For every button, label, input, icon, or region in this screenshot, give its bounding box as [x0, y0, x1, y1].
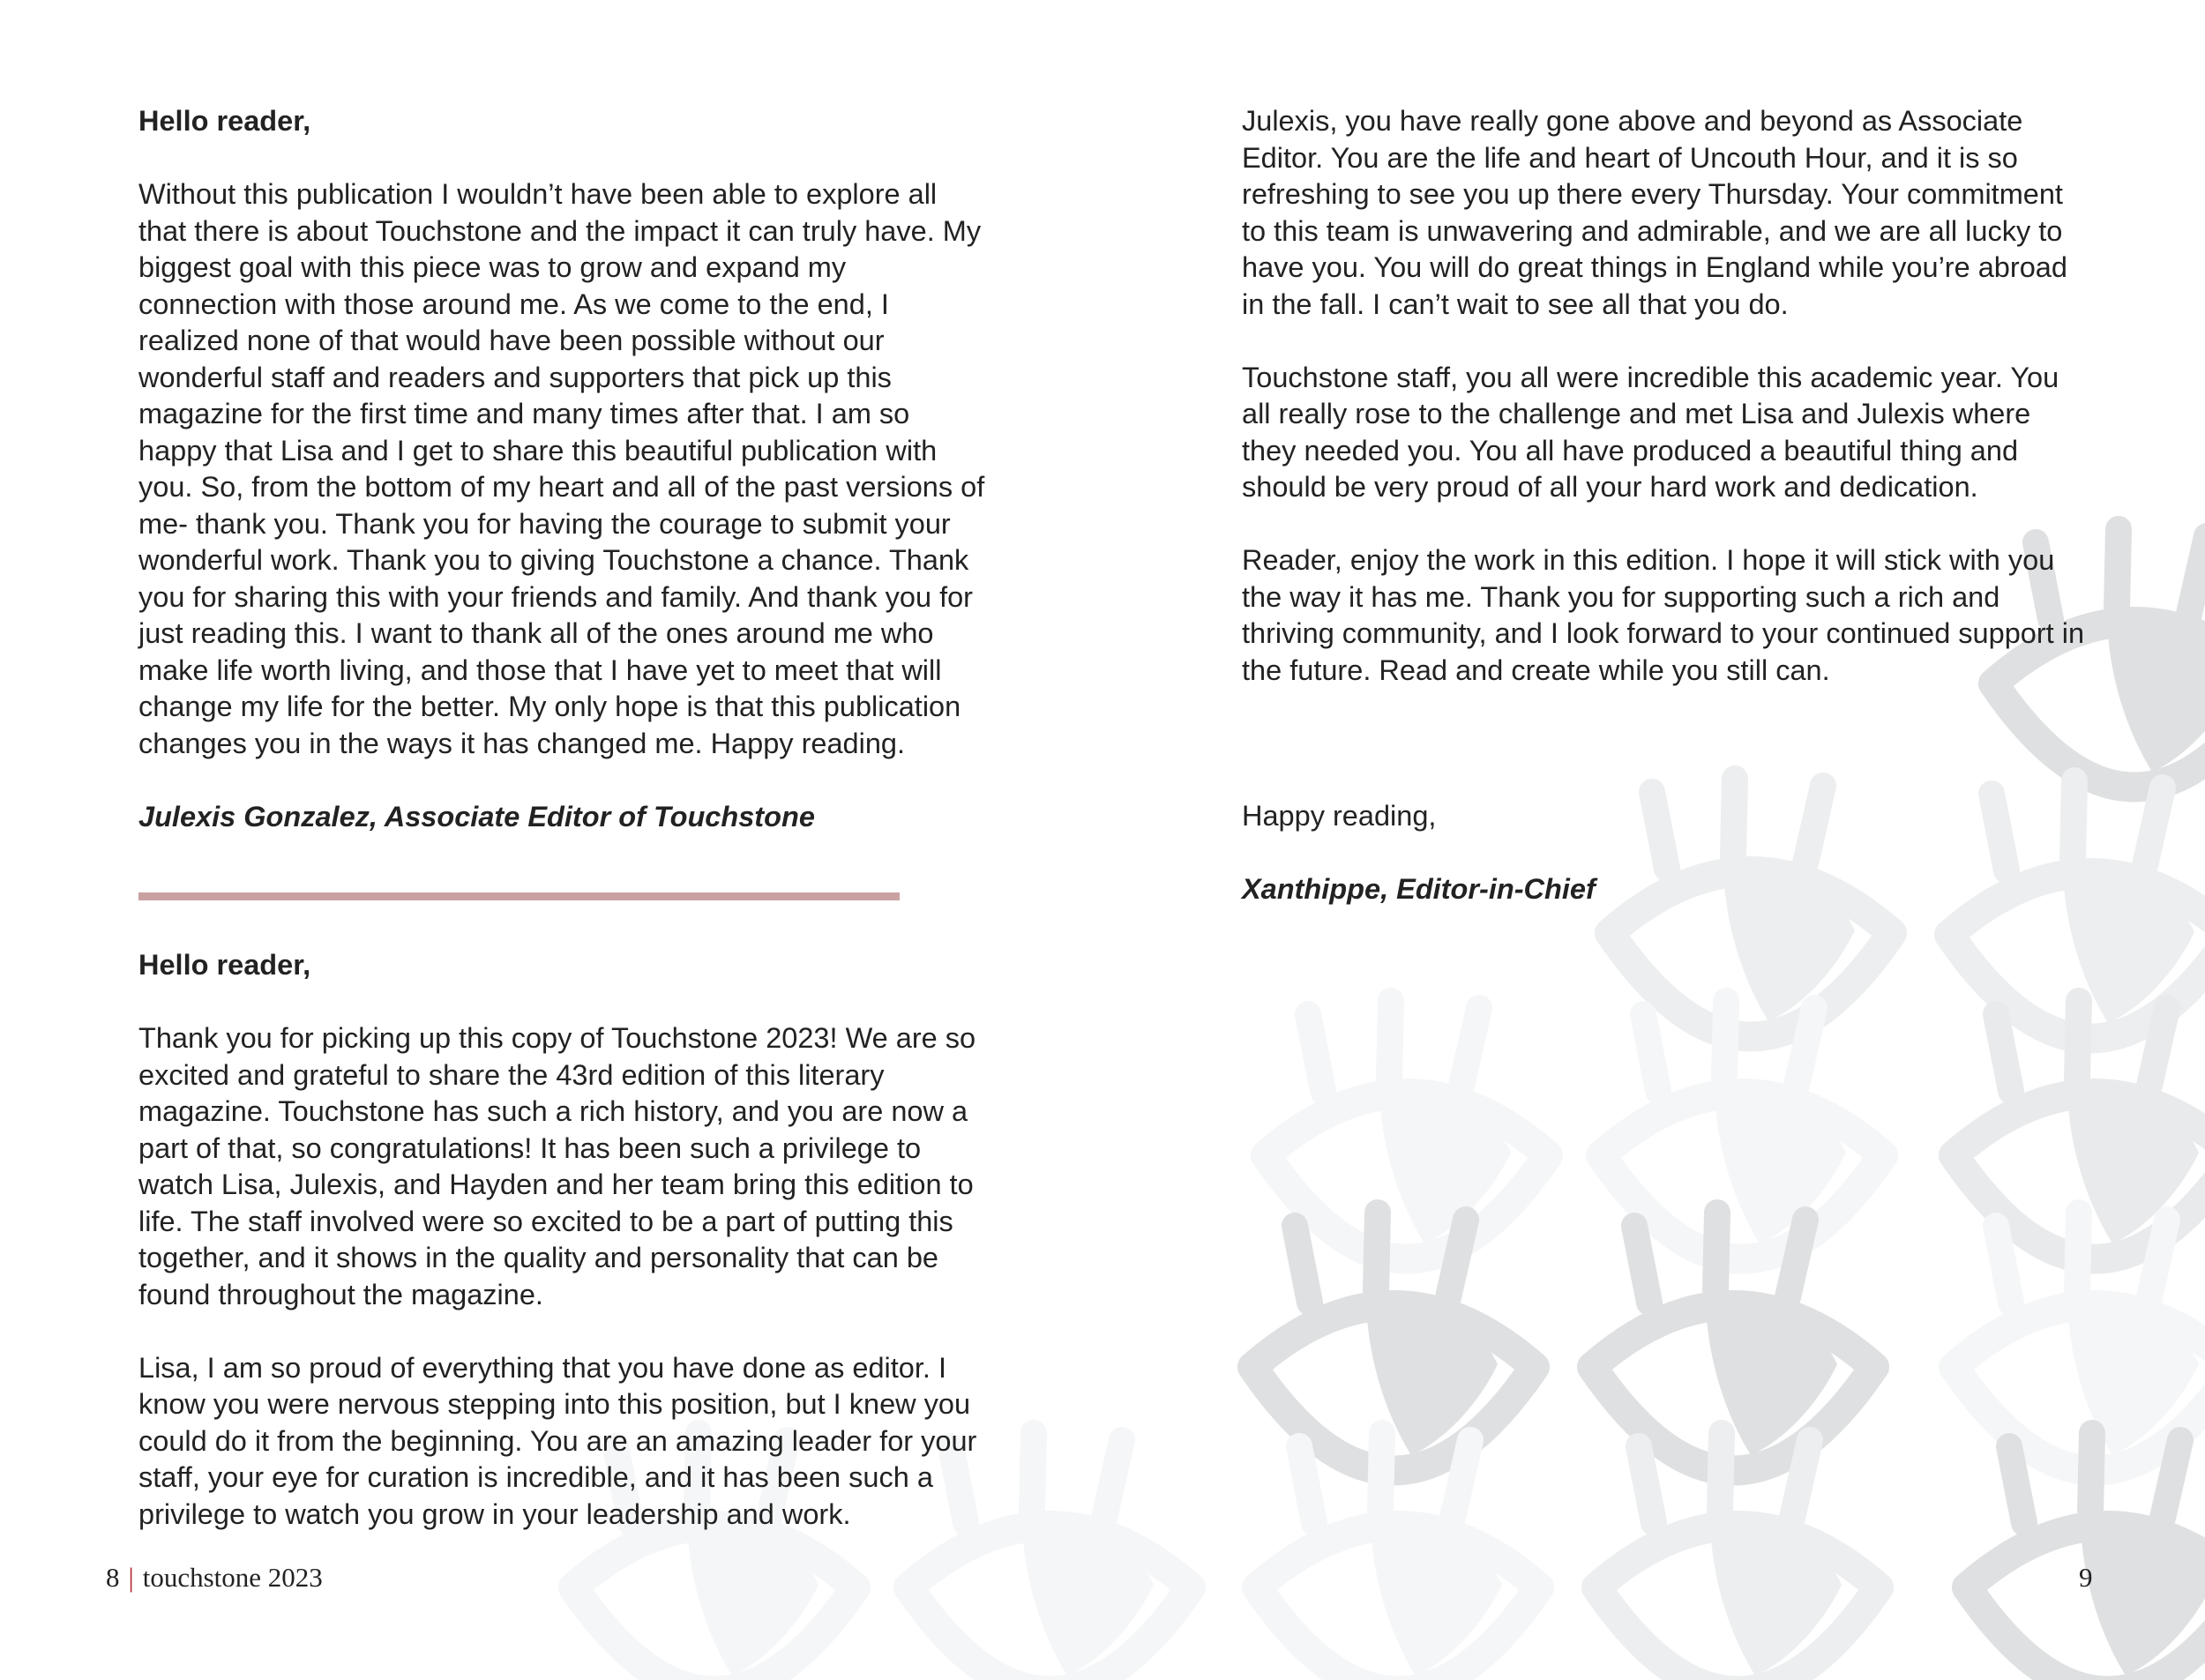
letter-signature: Julexis Gonzalez, Associate Editor of Touchstone: [138, 800, 815, 833]
right-page-number: 9: [2079, 1562, 2093, 1593]
letter-paragraph: Thank you for picking up this copy of Touchstone 2023! We are so excited and grateful to share the 43rd edition of this literary magazine. Touchstone has such a rich history, and you are now a part of that, so congratulations! It has been such a privilege to watch Lisa, Julexis, and Hayden and her team bring this edition to life. The staff involved were so excited to be a part of putting this together, and it shows in the quality and personality that can be found throughout the magazine.: [138, 1022, 976, 1310]
letter-body: Without this publication I wouldn’t have been able to explore all that there is about Touchstone and the impact it can truly have. My biggest goal with this piece was to grow and expand my connection with those around me. As we come to the end, I realized none of that would have been possible without our wonderful staff and readers and supporters that pick up this magazine for the first time and many times after that. I am so happy that Lisa and I get to share this beautiful publication with you. So, from the bottom of my heart and all of the past versions of me- thank you. Thank you for having the courage to submit your wonderful work. Thank you to giving Touchstone a chance. Thank you for sharing this with your friends and family. And thank you for just reading this. I want to thank all of the ones around me who make life worth living, and those that I have yet to meet that will change my life for the better. My only hope is that this publication changes you in the ways it has changed me. Happy reading.: [138, 178, 985, 759]
letter-paragraph: Julexis, you have really gone above and beyond as Associate Editor. You are the life and heart of Uncouth Hour, and it is so refreshing to see you up there every Thursday. Your commitment to this team is unwavering and admirable, and we are all lucky to have you. You will do great things in England while you’re abroad in the fall. I can’t wait to see all that you do.: [1242, 105, 2067, 320]
eye-icon: [1967, 1433, 2205, 1680]
letter-greeting: Hello reader,: [138, 105, 311, 137]
eye-icon: [1266, 1001, 1548, 1259]
associate-editor-letter: [138, 103, 985, 835]
section-divider: [138, 892, 900, 900]
publication-title: touchstone 2023: [142, 1562, 323, 1593]
left-page-folio: [106, 1560, 323, 1595]
letter-closing: Happy reading,: [1242, 800, 1437, 832]
letter-paragraph: Reader, enjoy the work in this edition. I hope it will stick with you the way it has me. Thank you for supporting such a rich and thriving community, and I look forward to your continued support in the future. Read and create while you still can.: [1242, 544, 2085, 686]
left-page-number: 8: [106, 1562, 120, 1593]
folio-separator: |: [128, 1562, 134, 1593]
letter-greeting: Hello reader,: [138, 949, 311, 981]
editor-in-chief-letter: [138, 947, 985, 1533]
editor-in-chief-letter-continued: [1242, 103, 2089, 908]
letter-paragraph: Lisa, I am so proud of everything that you have done as editor. I know you were nervous stepping into this position, but I knew you could do it from the beginning. You are an amazing leader for your staff, your eye for curation is incredible, and it has been such a privilege to watch you grow in your leadership and work.: [138, 1351, 977, 1530]
letter-signature: Xanthippe, Editor-in-Chief: [1242, 873, 1596, 905]
letter-paragraph: Touchstone staff, you all were incredible this academic year. You all really rose to the challenge and met Lisa and Julexis where they needed you. You all have produced a beautiful thing and should be very proud of all your hard work and dedication.: [1242, 361, 2059, 503]
